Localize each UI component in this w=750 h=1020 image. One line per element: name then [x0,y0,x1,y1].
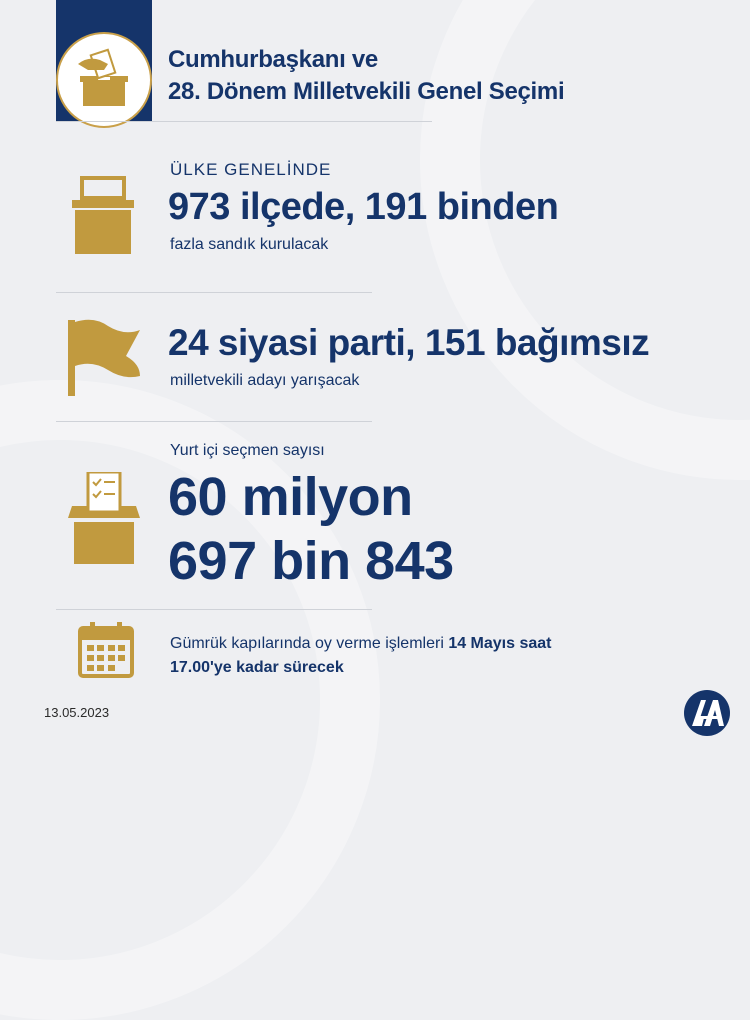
section1-headline: 973 ilçede, 191 binden [168,186,559,228]
title-line-1: Cumhurbaşkanı ve [168,46,378,73]
agency-logo [684,690,730,736]
section3-line2: 697 bin 843 [168,531,454,591]
section3-caption: Yurt içi seçmen sayısı [170,442,325,459]
flag-icon [64,316,144,396]
ballot-box-icon [72,176,134,254]
info-date: 14 Mayıs saat [448,635,552,652]
calendar-icon [78,622,134,678]
publish-date: 13.05.2023 [44,705,110,720]
title-line-2: 28. Dönem Milletvekili Genel Seçimi [168,78,565,105]
page-title [168,44,564,108]
aa-logo-icon [684,690,730,736]
section1-caption: ÜLKE GENELİNDE [170,160,332,179]
election-logo [56,32,152,128]
ballot-hand-icon [58,34,150,126]
divider [56,609,372,610]
divider [56,421,372,422]
info-text: Gümrük kapılarında oy verme işlemleri [170,635,449,652]
section2-headline: 24 siyasi parti, 151 bağımsız [168,322,650,363]
info-time: 17.00'ye kadar sürecek [170,659,344,676]
section2-subtext: milletvekili adayı yarışacak [170,372,360,389]
divider [56,121,432,122]
section1-subtext: fazla sandık kurulacak [170,236,329,253]
section3-line1: 60 milyon [168,467,413,527]
section4-info [170,632,552,680]
ballot-checklist-icon [68,472,140,564]
divider [56,292,372,293]
